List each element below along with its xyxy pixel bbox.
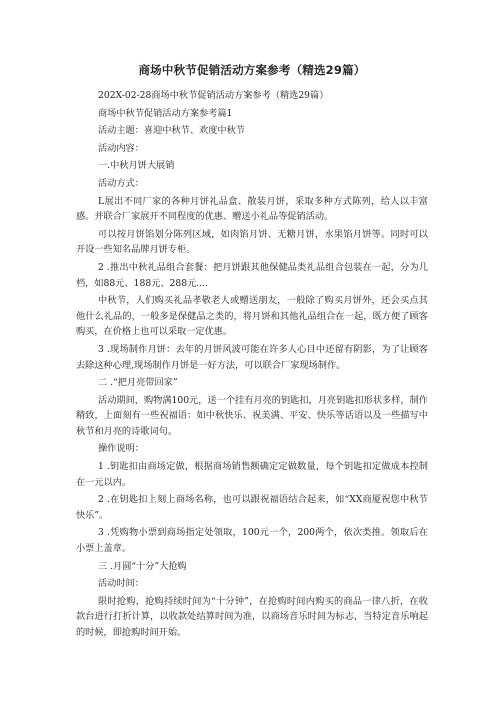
paragraph: 活动期间，购物满100元，送一个挂有月亮的钥匙扣，月亮钥匙扣形状多样，制作精致，上面刻有一些祝福语：如中秋快乐、祝美满、平安、快乐等话语以及一些描写中秋节和月亮的诗歌词句。 (76, 394, 428, 437)
activity-time-label: 活动时间： (98, 578, 144, 590)
paragraph: 2 .推出中秋礼品组合套餐：把月饼跟其他保健品类礼品组合包装在一起，分为几档，如88元、188元、288元.... (76, 261, 428, 289)
paragraph: L展出不同厂家的各种月饼礼品盒、散装月饼，采取多种方式陈列，给人以丰富感。并联合厂家展开不同程度的优惠、赠送小礼品等促销活动。 (76, 195, 428, 223)
activity-content-label: 活动内容： (98, 142, 144, 154)
paragraph: 1 .钥匙扣由商场定做，根据商场销售额确定定做数量，每个钥匙扣定做成本控制在一元以内。 (76, 461, 428, 488)
document-title: 商场中秋节促销活动方案参考（精选29篇） (138, 63, 366, 77)
activity-theme: 活动主题：喜迎中秋节、欢度中秋节 (98, 125, 245, 137)
date-line: 202X-02-28商场中秋节促销活动方案参考（精选29篇） (98, 90, 329, 101)
subheading-3: 三 .月圆“十分”大抢购 (98, 560, 187, 572)
activity-method-label: 活动方式： (98, 177, 144, 189)
paragraph: 限时抢购，抢购持续时间为“十分钟”，在抢购时间内购买的商品一律八折，在收款台进行打折计算，以收款处结算时间为准，以商场音乐时间为标志，当特定音乐响起的时候，即抢购时间开始。 (76, 595, 428, 638)
paragraph: 可以按月饼馅划分陈列区域，如肉馅月饼、无糖月饼，水果馅月饼等。同时可以开设一些知名品牌月饼专柜。 (76, 228, 428, 256)
subheading-2: 二 .“把月亮带回家” (98, 377, 178, 389)
paragraph: 2 .在钥匙扣上刻上商场名称，也可以跟祝福语结合起来，如“XX商厦祝您中秋节快乐”。 (76, 494, 428, 521)
paragraph: 3 .凭购物小票到商场指定处领取，100元一个，200两个，依次类推。领取后在小票上盖章。 (76, 527, 428, 555)
paragraph: 3 .现场制作月饼：去年的月饼风波可能在许多人心目中还留有阴影，为了让顾客去除这种心理,现场制作月饼是一好方法，可以联合厂家现场制作。 (76, 343, 428, 371)
operation-label: 操作说明： (98, 443, 144, 455)
paragraph: 中秋节，人们购买礼品孝敬老人或赠送朋友，一般除了购买月饼外，还会买点其他什么礼品的，一般多是保健品之类的，将月饼和其他礼品组合在一起，既方便了顾客购买，在价格上也可以采取一定优惠。 (76, 295, 428, 338)
subheading-1: 一.中秋月饼大展销 (98, 160, 175, 172)
section-heading: 商场中秋节促销活动方案参考篇1 (98, 107, 233, 119)
